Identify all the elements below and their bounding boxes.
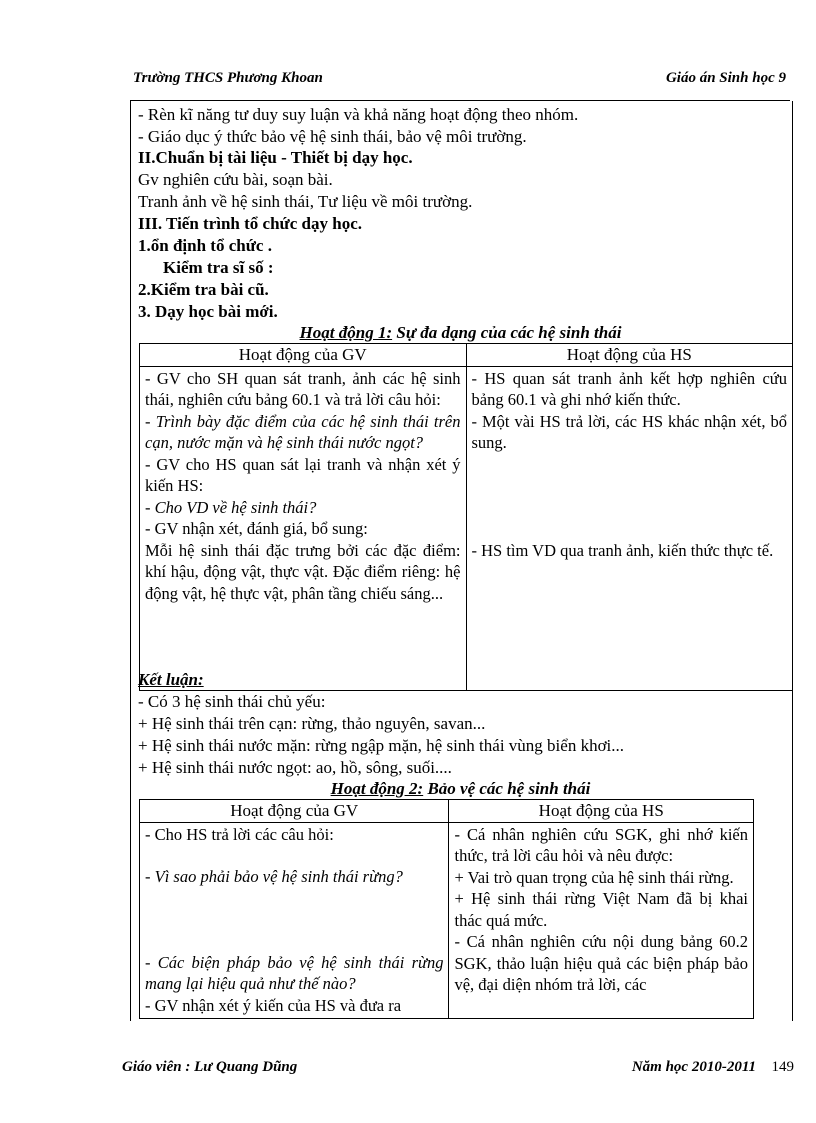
activity2-col-gv: Hoạt động của GV xyxy=(140,800,449,823)
hs-step: - HS quan sát tranh ảnh kết hợp nghiên cứu bảng 60.1 và ghi nhớ kiến thức. xyxy=(471,368,787,409)
hs-step: + Hệ sinh thái rừng Việt Nam đã bị khai thác quá mức. xyxy=(454,889,748,930)
gv-step: Mỗi hệ sinh thái đặc trưng bởi các đặc điểm: khí hậu, động vật, thực vật. Đặc điểm riêng: hệ động vật, hệ thực vật, phân tầng chiếu sáng... xyxy=(145,540,461,603)
gv-step: - Cho HS trả lời các câu hỏi: xyxy=(145,824,334,844)
hs-step: + Vai trò quan trọng của hệ sinh thái rừng. xyxy=(454,867,734,887)
activity2-table xyxy=(139,799,754,1019)
section-heading: III. Tiến trình tổ chức dạy học. xyxy=(138,214,362,233)
activity2-title xyxy=(130,779,791,799)
activity1-hs-cell xyxy=(466,366,793,690)
hs-step: - Cá nhân nghiên cứu nội dung bảng 60.2 SGK, thảo luận hiệu quả các biện pháp bảo vệ, đại diện nhóm trả lời, các xyxy=(454,932,748,994)
gv-step: - GV nhận xét ý kiến của HS và đưa ra xyxy=(145,995,402,1015)
conclusion-line: + Hệ sinh thái nước mặn: rừng ngập mặn, hệ sinh thái vùng biển khơi... xyxy=(138,736,625,755)
activity2-gv-cell xyxy=(140,822,449,1018)
gv-question: - Các biện pháp bảo vệ hệ sinh thái rừng mang lại hiệu quả như thế nào? xyxy=(145,952,444,993)
hs-step: - Cá nhân nghiên cứu SGK, ghi nhớ kiến thức, trả lời câu hỏi và nêu được: xyxy=(454,824,748,865)
hs-step: - Một vài HS trả lời, các HS khác nhận xét, bổ sung. xyxy=(471,411,787,452)
section-heading: Kiểm tra sĩ số : xyxy=(163,258,274,277)
activity2-title-prefix: Hoạt động 2: xyxy=(330,779,424,798)
section-heading: 1.ổn định tổ chức . xyxy=(138,236,272,255)
activity1-title-prefix: Hoạt động 1: xyxy=(299,323,393,342)
intro-line: Gv nghiên cứu bài, soạn bài. xyxy=(138,170,333,189)
intro-line: - Rèn kĩ năng tư duy suy luận và khả năng hoạt động theo nhóm. xyxy=(138,105,579,124)
conclusion-line: + Hệ sinh thái trên cạn: rừng, thảo nguyên, savan... xyxy=(138,714,486,733)
activity1-title xyxy=(130,323,791,343)
activity1-col-gv: Hoạt động của GV xyxy=(140,344,467,367)
gv-step: - GV nhận xét, đánh giá, bổ sung: xyxy=(145,519,368,538)
header-subject: Giáo án Sinh học 9 xyxy=(665,70,786,86)
gv-question: - Trình bày đặc điểm của các hệ sinh thái trên cạn, nước mặn và hệ sinh thái nước ngọt? xyxy=(145,411,461,452)
conclusion-title: Kết luận: xyxy=(138,670,204,689)
activity1-col-hs: Hoạt động của HS xyxy=(466,344,793,367)
activity1-table xyxy=(139,343,793,691)
gv-question: - Cho VD về hệ sinh thái? xyxy=(145,497,317,517)
hs-step: - HS tìm VD qua tranh ảnh, kiến thức thực tế. xyxy=(471,540,774,560)
gv-step: - GV cho HS quan sát lại tranh và nhận xét ý kiến HS: xyxy=(145,454,461,495)
activity1-title-rest: Sự đa dạng của các hệ sinh thái xyxy=(392,323,622,342)
conclusion-line: + Hệ sinh thái nước ngọt: ao, hồ, sông, suối.... xyxy=(138,758,452,777)
conclusion-line: - Có 3 hệ sinh thái chủ yếu: xyxy=(138,692,326,711)
gv-step: - GV cho SH quan sát tranh, ảnh các hệ sinh thái, nghiên cứu bảng 60.1 và trả lời câu hỏi: xyxy=(145,368,461,409)
page-number: 149 xyxy=(771,1059,794,1075)
header-school: Trường THCS Phương Khoan xyxy=(133,70,323,86)
gv-question: - Vì sao phải bảo vệ hệ sinh thái rừng? xyxy=(145,867,403,886)
section-heading: II.Chuẩn bị tài liệu - Thiết bị dạy học. xyxy=(138,148,413,167)
section-heading: 2.Kiểm tra bài cũ. xyxy=(138,280,269,299)
intro-line: - Giáo dục ý thức bảo vệ hệ sinh thái, bảo vệ môi trường. xyxy=(138,127,527,146)
activity2-hs-cell xyxy=(449,822,754,1018)
intro-line: Tranh ảnh về hệ sinh thái, Tư liệu về môi trường. xyxy=(138,192,473,211)
footer-year: Năm học 2010-2011 xyxy=(631,1059,756,1075)
activity1-gv-cell xyxy=(140,366,467,690)
activity2-title-rest: Bảo vệ các hệ sinh thái xyxy=(423,779,591,798)
section-heading: 3. Dạy học bài mới. xyxy=(138,302,278,321)
footer-teacher: Giáo viên : Lư Quang Dũng xyxy=(122,1059,298,1075)
activity2-col-hs: Hoạt động của HS xyxy=(449,800,754,823)
